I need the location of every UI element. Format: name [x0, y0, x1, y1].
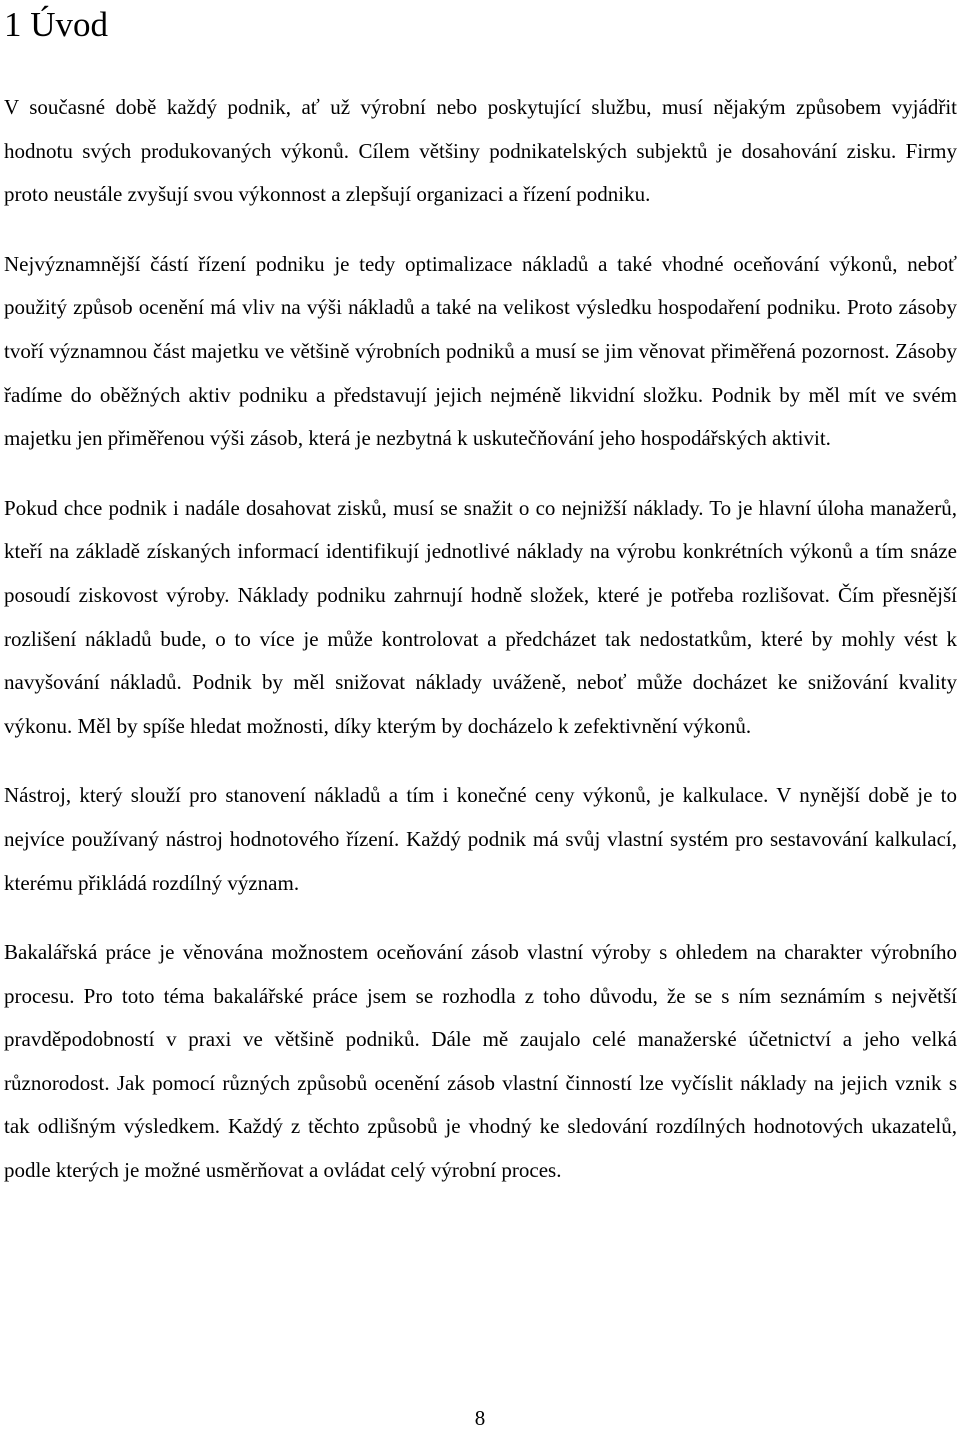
paragraph-intro: V současné době každý podnik, ať už výrobní nebo poskytující službu, musí nějakým způsobem vyjádřit hodnotu svých produkovaných výkonů. Cílem většiny podnikatelských subjektů je dosahování zisku. Firmy proto neustále zvyšují svou výkonnost a zlepšují organizaci a řízení podniku.: [4, 95, 957, 207]
paragraph-thesis-topic: Bakalářská práce je věnována možnostem oceňování zásob vlastní výroby s ohledem na charakter výrobního procesu. Pro toto téma bakalářské práce jsem se rozhodla z toho důvodu, že se s ním seznámím s největší pravděpodobností v praxi ve většině podniků. Dále mě zaujalo celé manažerské účetnictví a jeho velká různorodost. Jak pomocí různých způsobů ocenění zásob vlastní činností lze vyčíslit náklady na jejich vznik s tak odlišným výsledkem. Každý z těchto způsobů je vhodný ke sledování rozdílných hodnotových ukazatelů, podle kterých je možné usměrňovat a ovládat celý výrobní proces.: [4, 940, 957, 1183]
page-number: 8: [474, 1406, 486, 1430]
chapter-heading: 1 Úvod: [4, 5, 109, 44]
document-page: [4, 0, 957, 1193]
paragraph-cost-optimization: Nejvýznamnější částí řízení podniku je tedy optimalizace nákladů a také vhodné oceňování výkonů, neboť použitý způsob ocenění má vliv na výši nákladů a také na velikost výsledku hospodaření podniku. Proto zásoby tvoří významnou část majetku ve většině výrobních podniků a musí se jim věnovat přiměřená pozornost. Zásoby řadíme do oběžných aktiv podniku a představují jejich nejméně likvidní složku. Podnik by měl mít ve svém majetku jen přiměřenou výši zásob, která je nezbytná k uskutečňování jeho hospodářských aktivit.: [4, 251, 957, 451]
paragraph-calculation: Nástroj, který slouží pro stanovení nákladů a tím i konečné ceny výkonů, je kalkulace. V nynější době je to nejvíce používaný nástroj hodnotového řízení. Každý podnik má svůj vlastní systém pro sestavování kalkulací, kterému přikládá rozdílný význam.: [4, 783, 957, 895]
paragraph-profit: Pokud chce podnik i nadále dosahovat zisků, musí se snažit o co nejnižší náklady. To je hlavní úloha manažerů, kteří na základě získaných informací identifikují jednotlivé náklady na výrobu konkrétních výkonů a tím snáze posoudí ziskovost výroby. Náklady podniku zahrnují hodně složek, které je potřeba rozlišovat. Čím přesnější rozlišení nákladů bude, o to více je může kontrolovat a předcházet tak nedostatkům, které by mohly vést k navyšování nákladů. Podnik by měl snižovat náklady uváženě, neboť může docházet ke snižování kvality výkonu. Měl by spíše hledat možnosti, díky kterým by docházelo k zefektivnění výkonů.: [4, 495, 957, 738]
